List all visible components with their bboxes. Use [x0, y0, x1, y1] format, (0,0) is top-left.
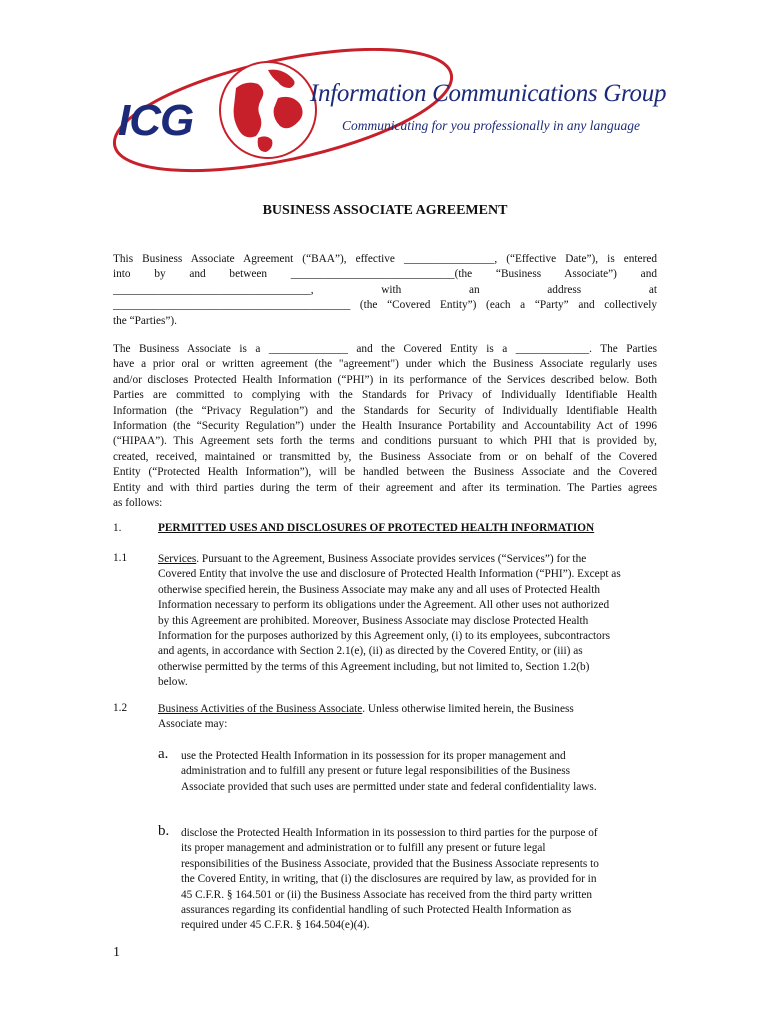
page-number: 1	[113, 945, 120, 960]
background-line: as follows:	[113, 497, 163, 510]
item-a-line: Associate provided that such uses are permitted under state and federal confidentiality laws.	[181, 780, 597, 793]
section-1-1-line: Information necessary to perform its obligations under the Agreement. All other uses not authorized	[158, 599, 610, 612]
item-b-letter: b.	[158, 823, 170, 839]
item-a-letter: a.	[158, 746, 169, 762]
section-1-1-line: below.	[158, 676, 188, 689]
background-line: Entity (“Protected Health Information”), will be handled between the Business Associate and the Covered	[113, 466, 657, 479]
background-line: Information (the “Privacy Regulation”) and the Standards for Security of Individually Identifiable Health	[113, 404, 657, 417]
background-line: and/or discloses Protected Health Information (“PHI”) in its performance of the Services described below. Both	[113, 373, 657, 386]
item-a-line: administration and to fulfill any present or future legal responsibilities of the Business	[181, 765, 571, 778]
item-b-body	[181, 826, 651, 934]
intro-paragraph	[113, 252, 657, 329]
item-b-line: disclose the Protected Health Information in its possession to third parties for the purpose of	[181, 827, 598, 839]
background-line: The Business Associate is a ______________ and the Covered Entity is a _____________. The Parties	[113, 343, 657, 355]
background-line: have a prior oral or written agreement (the "agreement") under which the Business Associate regularly uses	[113, 358, 657, 371]
section-1-2-body	[158, 702, 628, 733]
item-b-line: responsibilities of the Business Associate, provided that the Business Associate represents to	[181, 857, 599, 870]
intro-line: __________________________________________ (the “Covered Entity”) (each a “Party” and collectively	[113, 299, 657, 312]
section-1-1-body	[158, 552, 628, 691]
background-line: Entity and with third parties during the term of their agreement and after its termination. The Parties agrees	[113, 481, 657, 494]
item-b-line: required under 45 C.F.R. § 164.504(e)(4).	[181, 919, 370, 932]
section-1-1-number: 1.1	[113, 552, 128, 564]
section-1-1-line: otherwise permitted by the terms of this Agreement including, but not limited to, Section 1.2(b)	[158, 660, 590, 673]
item-b-line: its proper management and administration or to fulfill any present or future legal	[181, 842, 546, 855]
company-tagline: Communicating for you professionally in any language	[342, 118, 640, 133]
item-b-line: 45 C.F.R. § 164.501 or (ii) the Business Associate has received from the third party written	[181, 888, 593, 901]
section-1-1-line: and agents, in accordance with Section 2.1(e), (ii) as directed by the Covered Entity, or (iii) as	[158, 645, 583, 658]
logo-abbrev: ICG	[118, 96, 194, 145]
item-a-line: use the Protected Health Information in its possession for its proper management and	[181, 750, 566, 762]
background-line: Information (the “Security Regulation”) under the Health Insurance Portability and Accountability Act of 1996	[113, 420, 657, 433]
item-a-body	[181, 749, 651, 795]
intro-line: This Business Associate Agreement (“BAA”), effective ________________, (“Effective Date”), is entered	[113, 253, 657, 265]
intro-line: the “Parties”).	[113, 314, 177, 327]
intro-line: into by and between _____________________________(the “Business Associate”) and	[113, 268, 657, 281]
section-1-1-title: Services	[158, 553, 197, 565]
document-title: BUSINESS ASSOCIATE AGREEMENT	[262, 203, 508, 218]
section-1-2-title: Business Activities of the Business Associate	[158, 703, 363, 715]
section-1-2-line: Associate may:	[158, 718, 228, 731]
section-1-1-line: . Pursuant to the Agreement, Business Associate provides services (“Services”) for the	[196, 553, 587, 565]
intro-line: ___________________________________, with an address at	[113, 283, 657, 296]
background-paragraph	[113, 342, 657, 511]
item-b-line: the Covered Entity, in writing, that (i) the disclosures are required by law, as provided for in	[181, 873, 597, 886]
section-1-1-line: by this Agreement are prohibited. Moreover, Business Associate may disclose Protected Health	[158, 614, 589, 627]
section-1-number: 1.	[113, 522, 122, 534]
item-b-line: assurances regarding its confidential handling of such Protected Health Information as	[181, 904, 572, 917]
section-1-2-number: 1.2	[113, 702, 128, 714]
section-1-1-line: Information for the purposes authorized by this Agreement only, (i) to its employees, subcontractors	[158, 630, 610, 643]
background-line: (“HIPAA”). This Agreement sets forth the terms and conditions pursuant to which PHI that is provided by,	[113, 435, 657, 448]
section-1-1-line: otherwise specified herein, the Business Associate may make any and all uses of Protected Health	[158, 583, 601, 596]
background-line: created, received, maintained or transmitted by, the Business Associate from or on behalf of the Covered	[113, 450, 657, 463]
section-1-1-line: Covered Entity that involve the use and disclosure of Protected Health Information (“PHI”). Except as	[158, 568, 621, 581]
company-name: Information Communications Group	[310, 80, 667, 107]
section-1-2-line: . Unless otherwise limited herein, the Business	[362, 703, 574, 715]
background-line: Parties are committed to complying with the Standards for Privacy of Individually Identifiable Health	[113, 389, 657, 402]
section-1-heading: PERMITTED USES AND DISCLOSURES OF PROTECTED HEALTH INFORMATION	[158, 522, 595, 534]
